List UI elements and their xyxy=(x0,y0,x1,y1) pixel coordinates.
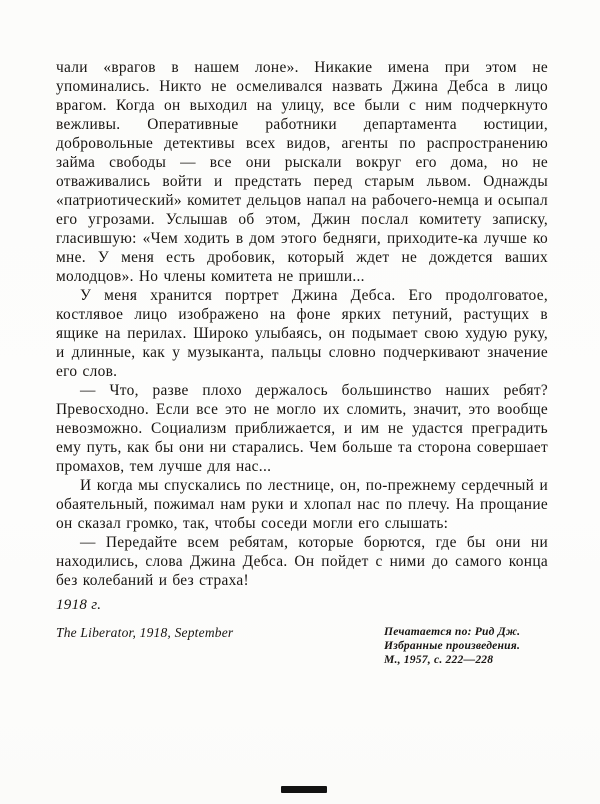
source-row xyxy=(56,625,548,666)
page-text-block xyxy=(56,58,548,666)
source-citation xyxy=(384,625,548,666)
citation-line-3: М., 1957, с. 222—228 xyxy=(384,652,494,666)
paragraph-continuation: чали «врагов в нашем лоне». Никакие имена при этом не упоминались. Никто не осмеливался назвать Джина Дебса в лицо врагом. Когда он выходил на улицу, все были с ним подчеркнуто вежливы. Оперативные работники департамента юстиции, добровольные детективы всех видов, агенты по распространению займа свободы — все они рыскали вокруг его дома, но не отваживались войти и предстать перед старым львом. Однажды «патриотический» комитет дельцов напал на рабочего-немца и осыпал его угрозами. Услышав об этом, Джин послал комитету записку, гласившую: «Чем ходить в дом этого бедняги, приходите-ка лучше ко мне. У меня есть дробовик, который ждет не дождется ваших молодцов». Но члены комитета не пришли... xyxy=(56,59,548,285)
paragraph-dialogue-1: — Что, разве плохо держалось большинство наших ребят? Превосходно. Если все это не могло их сломить, значит, это вообще невозможно. Социализм приближается, и им не удастся преградить ему путь, как бы они ни старались. Чем больше та сторона совершает промахов, тем лучше для нас... xyxy=(56,382,548,475)
paragraph-portrait: У меня хранится портрет Джина Дебса. Его продолговатое, костлявое лицо изображено на фоне ярких петуний, растущих в ящике на перилах. Широко улыбаясь, он подымает свою худую руку, и длинные, как у музыканта, пальцы словно подчеркивают значение его слов. xyxy=(56,287,548,380)
citation-line-2: Избранные произведения. xyxy=(384,638,521,652)
scan-artifact-bar xyxy=(281,786,327,793)
date-line: 1918 г. xyxy=(56,597,102,613)
paragraph-dialogue-2: — Передайте всем ребятам, которые борются, где бы они ни находились, слова Джина Дебса. Он пойдет с ними до самого конца без колебаний и без страха! xyxy=(56,534,548,589)
source-publication: The Liberator, 1918, September xyxy=(56,625,234,640)
citation-line-1: Печатается по: Рид Дж. xyxy=(384,625,521,638)
paragraph-farewell: И когда мы спускались по лестнице, он, по-прежнему сердечный и обаятельный, пожимал нам руки и хлопал нас по плечу. На прощание он сказал громко, так, чтобы соседи могли его слышать: xyxy=(56,477,548,532)
